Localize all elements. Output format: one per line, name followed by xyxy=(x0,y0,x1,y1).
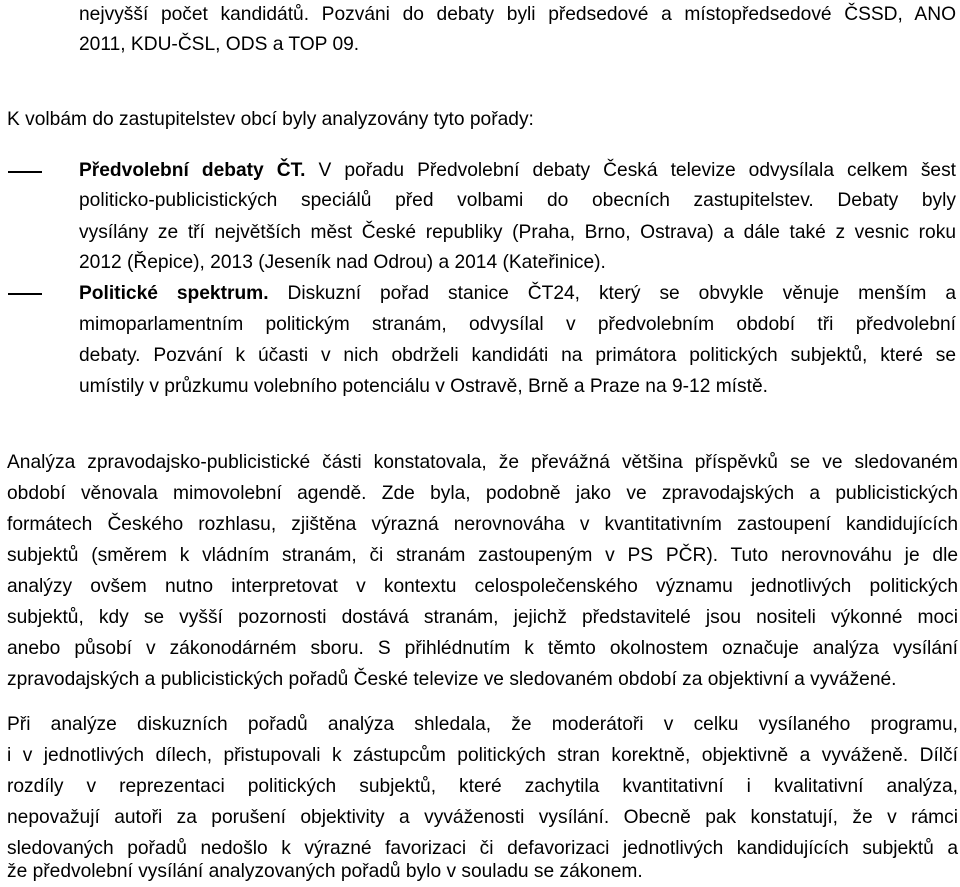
para-2-line-1: Při analýze diskuzních pořadů analýza shledala, že moderátoři v celku vysílaného programu, xyxy=(7,714,958,735)
bullet-1-line-1 xyxy=(79,156,956,186)
para-2-line-3: rozdíly v reprezentaci politických subjektů, které zachytila kvantitativní i kvalitativní analýza, xyxy=(7,776,958,797)
bullet-1-line-2: politicko-publicistických speciálů před volbami do obecních zastupitelstev. Debaty byly xyxy=(79,190,956,211)
bullet-2-title: Politické spektrum. xyxy=(79,283,269,304)
bullet-dash-2 xyxy=(8,293,42,295)
lead-sentence: K volbám do zastupitelstev obcí byly analyzovány tyto pořady: xyxy=(7,109,534,130)
para-1-line-6: subjektů, kdy se vyšší pozornosti dostává stranám, jejichž představitelé jsou nositeli výkonné moci xyxy=(7,607,958,628)
intro-line-1: nejvyšší počet kandidátů. Pozváni do debaty byli předsedové a místopředsedové ČSSD, ANO xyxy=(79,4,956,25)
bullet-1-text: V pořadu Předvolební debaty Česká televize odvysílala celkem šest xyxy=(305,160,957,181)
bullet-1-line-3: vysílány ze tří největších měst České republiky (Praha, Brno, Ostrava) a dále také z vesnic roku xyxy=(79,222,956,243)
para-2-line-6: že předvolební vysílání analyzovaných pořadů bylo v souladu se zákonem. xyxy=(7,861,643,882)
bullet-1-line-4: 2012 (Řepice), 2013 (Jeseník nad Odrou) a 2014 (Kateřinice). xyxy=(79,252,606,273)
para-1-line-8: zpravodajských a publicistických pořadů České televize ve sledovaném období za objektivní a vyvážené. xyxy=(7,669,897,690)
para-1-line-5: analýzy ovšem nutno interpretovat v kontextu celospolečenského významu jednotlivých politických xyxy=(7,576,958,597)
para-1-line-2: období věnovala mimovolební agendě. Zde byla, podobně jako ve zpravodajských a publicistických xyxy=(7,483,958,504)
bullet-2-line-1 xyxy=(79,279,956,309)
para-2-line-5: sledovaných pořadů nedošlo k výrazné favorizaci či defavorizaci jednotlivých kandidujících subjektů a xyxy=(7,838,958,859)
para-1-line-1: Analýza zpravodajsko-publicistické části konstatovala, že převážná většina příspěvků se ve sledovaném xyxy=(7,452,958,473)
para-2-line-2: i v jednotlivých dílech, přistupovali k zástupcům politických stran korektně, objektivně a vyváženě. Dílčí xyxy=(7,745,958,766)
para-1-line-4: subjektů (směrem k vládním stranám, či stranám zastoupeným v PS PČR). Tuto nerovnováhu je dle xyxy=(7,545,958,566)
para-2-line-4: nepovažují autoři za porušení objektivity a vyváženosti vysílání. Obecně pak konstatují, že v rámci xyxy=(7,807,958,828)
bullet-2-text: Diskuzní pořad stanice ČT24, který se obvykle věnuje menším a xyxy=(268,283,956,304)
bullet-2-line-3: debaty. Pozvání k účasti v nich obdrželi kandidáti na primátora politických subjektů, které se xyxy=(79,345,956,366)
intro-line-2: 2011, KDU-ČSL, ODS a TOP 09. xyxy=(79,34,360,55)
para-1-line-7: anebo působí v zákonodárném sboru. S přihlédnutím k těmto okolnostem označuje analýza vysílání xyxy=(7,638,958,659)
bullet-2-line-4: umístily v průzkumu volebního potenciálu v Ostravě, Brně a Praze na 9-12 místě. xyxy=(79,376,768,397)
bullet-2-line-2: mimoparlamentním politickým stranám, odvysílal v předvolebním období tři předvolební xyxy=(79,314,956,335)
bullet-dash-1 xyxy=(8,171,42,173)
bullet-1-title: Předvolební debaty ČT. xyxy=(79,160,306,181)
para-1-line-3: formátech Českého rozhlasu, zjištěna výrazná nerovnováha v kvantitativním zastoupení kandidujících xyxy=(7,514,958,535)
